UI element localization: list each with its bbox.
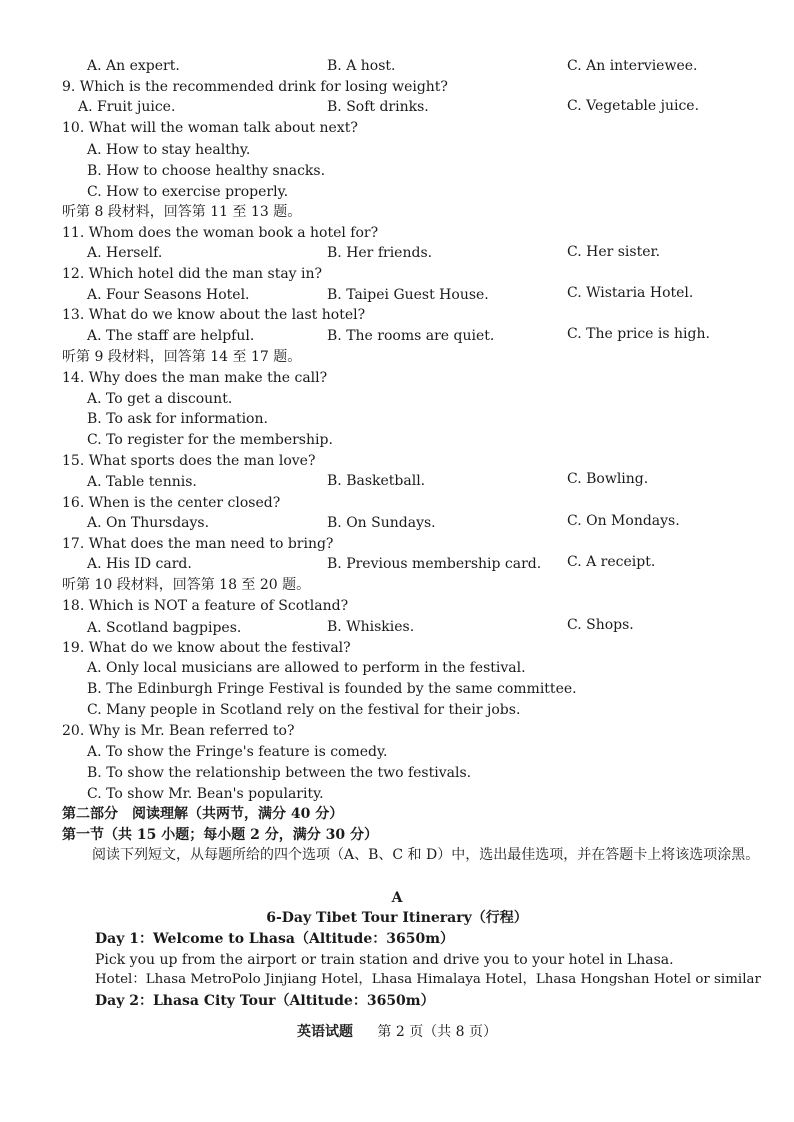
q18-option-b: B. Whiskies. [327,619,415,635]
instruction-passage-8: 听第 8 段材料，回答第 11 至 13 题。 [62,204,302,220]
passage-title: 6-Day Tibet Tour Itinerary（行程） [266,910,528,926]
q9-option-a: A. Fruit juice. [78,99,176,115]
passage-label: A [391,890,403,906]
q16-option-c: C. On Mondays. [567,513,680,529]
q9-option-c: C. Vegetable juice. [567,98,700,114]
part2-title: 第二部分 阅读理解（共两节，满分 40 分） [62,806,344,822]
q19-stem: 19. What do we know about the festival? [62,640,351,656]
q13-option-c: C. The price is high. [567,326,710,342]
q10-option-c: C. How to exercise properly. [87,184,289,200]
q13-option-a: A. The staff are helpful. [87,328,255,344]
q16-option-a: A. On Thursdays. [87,515,210,531]
q19-option-a: A. Only local musicians are allowed to perform in the festival. [87,660,526,676]
q19-option-b: B. The Edinburgh Fringe Festival is founded by the same committee. [87,681,577,697]
q8-option-b: B. A host. [327,58,396,74]
day1-heading: Day 1：Welcome to Lhasa（Altitude：3650m） [95,931,455,947]
q11-option-a: A. Herself. [87,245,163,261]
q11-stem: 11. Whom does the woman book a hotel for? [62,225,379,241]
q12-stem: 12. Which hotel did the man stay in? [62,266,323,282]
q18-option-c: C. Shops. [567,617,634,633]
q11-option-c: C. Her sister. [567,244,661,260]
q10-option-a: A. How to stay healthy. [87,142,251,158]
q10-stem: 10. What will the woman talk about next? [62,120,358,136]
q8-option-c: C. An interviewee. [567,58,698,74]
q17-stem: 17. What does the man need to bring? [62,536,334,552]
q15-stem: 15. What sports does the man love? [62,453,316,469]
footer-page-number: 第 2 页（共 8 页） [377,1024,498,1040]
day1-hotel: Hotel：Lhasa MetroPolo Jinjiang Hotel，Lhasa Himalaya Hotel，Lhasa Hongshan Hotel or similar [95,972,761,987]
q12-option-b: B. Taipei Guest House. [327,287,489,303]
q18-option-a: A. Scotland bagpipes. [87,620,242,636]
q20-stem: 20. Why is Mr. Bean referred to? [62,723,295,739]
q17-option-c: C. A receipt. [567,554,656,570]
instruction-passage-9: 听第 9 段材料，回答第 14 至 17 题。 [62,349,302,365]
q12-option-c: C. Wistaria Hotel. [567,285,694,301]
instruction-passage-10: 听第 10 段材料，回答第 18 至 20 题。 [62,577,311,593]
q11-option-b: B. Her friends. [327,245,433,261]
q15-option-a: A. Table tennis. [87,474,197,490]
q16-option-b: B. On Sundays. [327,515,436,531]
footer-subject: 英语试题 [296,1024,353,1040]
day1-text: Pick you up from the airport or train station and drive you to your hotel in Lhasa. [95,952,674,968]
part2-instruction: 阅读下列短文，从每题所给的四个选项（A、B、C 和 D）中，选出最佳选项，并在答题卡上将该选项涂黑。 [92,847,760,863]
q13-stem: 13. What do we know about the last hotel? [62,307,366,323]
q15-option-c: C. Bowling. [567,471,649,487]
q14-option-c: C. To register for the membership. [87,432,333,448]
q17-option-a: A. His ID card. [87,556,192,572]
part2-section1-title: 第一节（共 15 小题；每小题 2 分，满分 30 分） [62,827,378,843]
q18-stem: 18. Which is NOT a feature of Scotland? [62,598,349,614]
q9-stem: 9. Which is the recommended drink for losing weight? [62,79,448,95]
q10-option-b: B. How to choose healthy snacks. [87,163,326,179]
q16-stem: 16. When is the center closed? [62,495,281,511]
q12-option-a: A. Four Seasons Hotel. [87,287,250,303]
q8-option-a: A. An expert. [87,58,180,74]
q15-option-b: B. Basketball. [327,473,426,489]
page-footer [0,1021,794,1041]
q9-option-b: B. Soft drinks. [327,99,429,115]
q17-option-b: B. Previous membership card. [327,556,542,572]
q20-option-c: C. To show Mr. Bean's popularity. [87,786,324,802]
q14-option-b: B. To ask for information. [87,411,268,427]
q13-option-b: B. The rooms are quiet. [327,328,495,344]
q20-option-b: B. To show the relationship between the two festivals. [87,765,472,781]
q20-option-a: A. To show the Fringe's feature is comedy. [87,744,388,760]
q14-stem: 14. Why does the man make the call? [62,370,328,386]
day2-heading: Day 2：Lhasa City Tour（Altitude：3650m） [95,993,435,1009]
q14-option-a: A. To get a discount. [87,391,233,407]
q19-option-c: C. Many people in Scotland rely on the festival for their jobs. [87,702,521,718]
